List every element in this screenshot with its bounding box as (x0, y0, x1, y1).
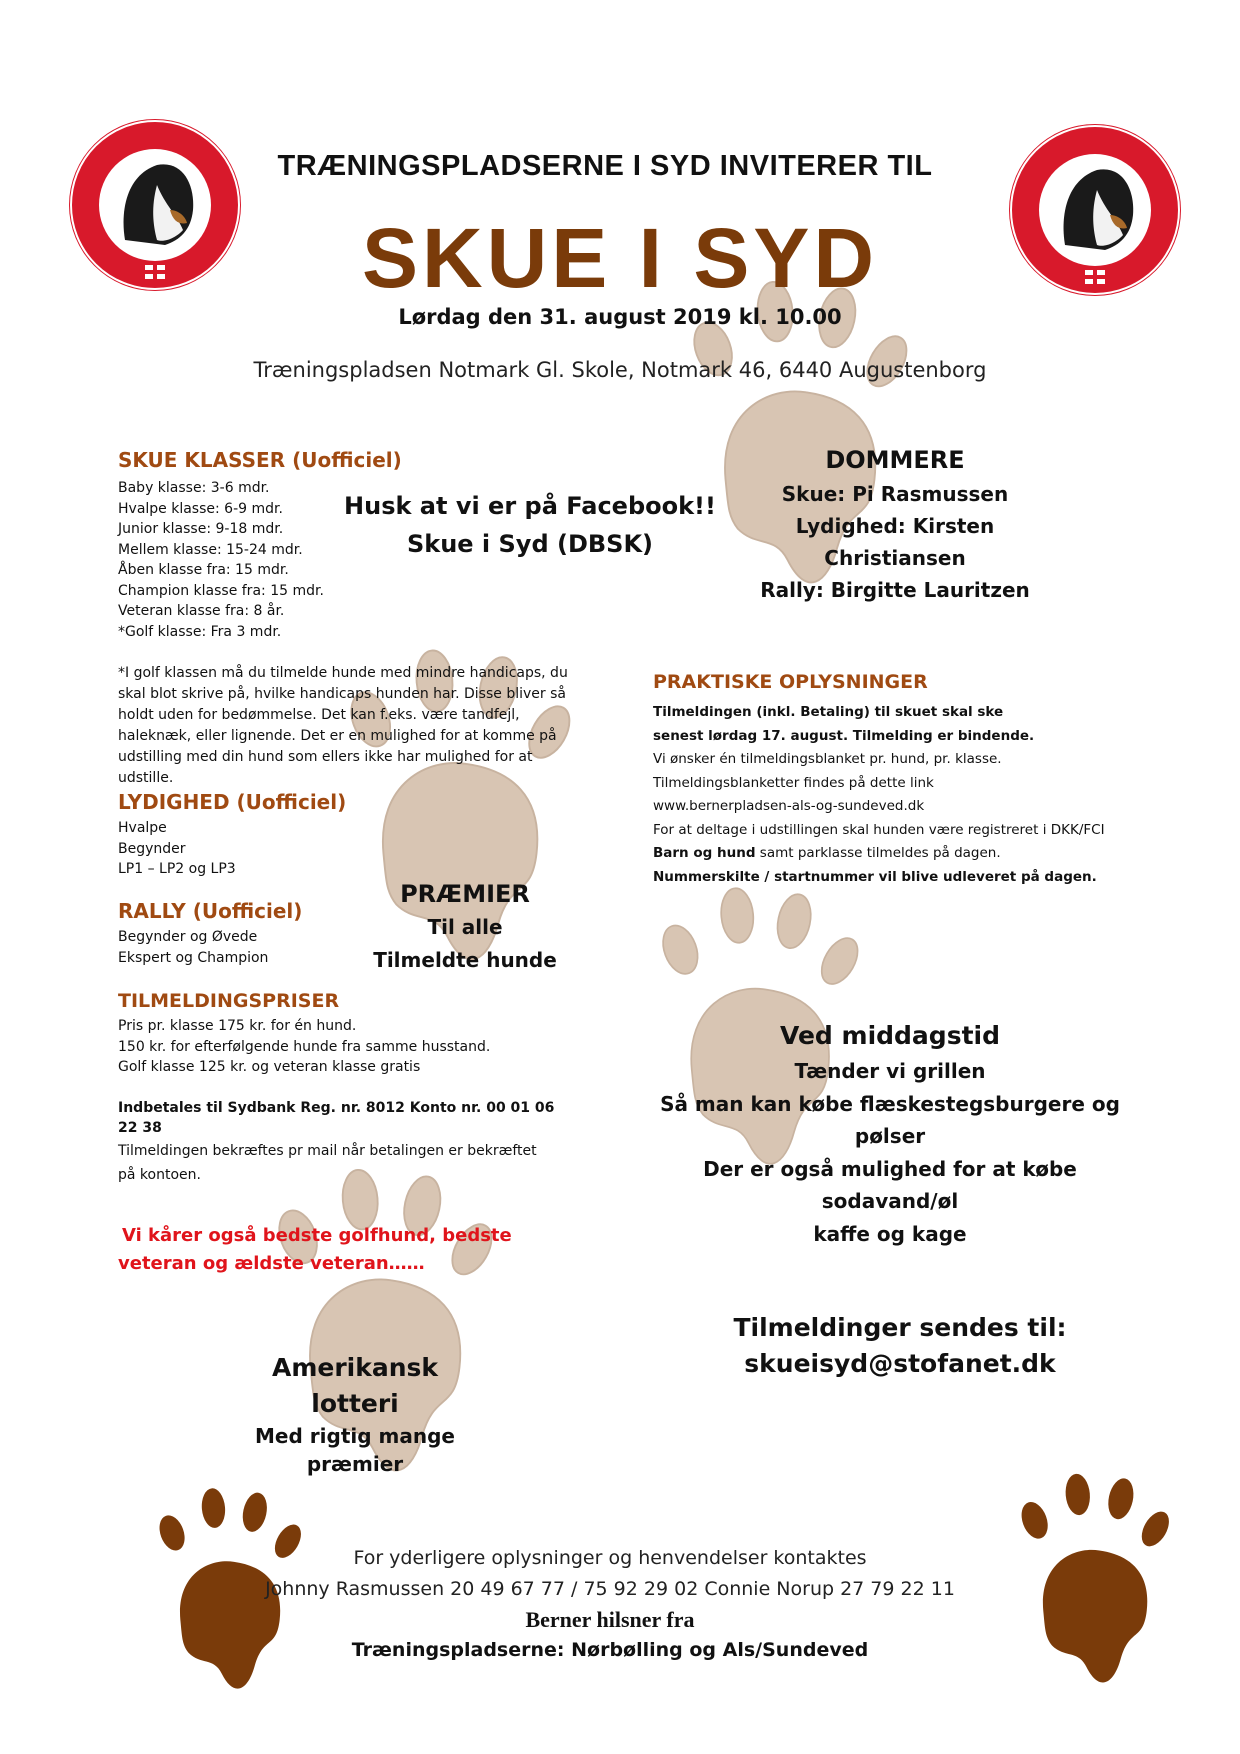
facebook-group-name: Skue i Syd (DBSK) (406, 530, 654, 558)
info-line: Tilmeldingen (inkl. Betaling) til skuet skal ske (653, 704, 1004, 720)
list-item: Champion klasse fra: 15 mdr. (118, 582, 324, 599)
section-heading: TILMELDINGSPRISER (118, 990, 340, 1012)
judge-line: Lydighed: Kirsten Christiansen (795, 514, 995, 570)
list-item: LP1 – LP2 og LP3 (118, 861, 236, 877)
section-heading: Amerikansk lotteri (271, 1353, 439, 1418)
footer (240, 1543, 980, 1665)
info-rest: samt parklasse tilmeldes på dagen. (755, 845, 1001, 861)
price-line: Pris pr. klasse 175 kr. for én hund. (118, 1018, 357, 1034)
veteran-notice: Vi kårer også bedste golfhund, bedste veteran og ældste veteran…… (118, 1225, 512, 1274)
event-date: Lørdag den 31. august 2019 kl. 10.00 (398, 305, 842, 329)
prize-line: Til alle (427, 915, 503, 939)
info-line: Tilmeldingsblanketter findes på dette link (653, 774, 934, 791)
signup-link[interactable]: www.bernerpladsen-als-og-sundeved.dk (653, 798, 925, 814)
lunch-line: sodavand/øl (821, 1189, 959, 1213)
event-location: Træningspladsen Notmark Gl. Skole, Notmark 46, 6440 Augustenborg (253, 358, 987, 382)
judge-line: Skue: Pi Rasmussen (781, 482, 1009, 506)
rally-section (118, 899, 398, 968)
info-line: Vi ønsker én tilmeldingsblanket pr. hund, pr. klasse. (653, 751, 1002, 767)
bank-details: Indbetales til Sydbank Reg. nr. 8012 Konto nr. 00 01 06 22 38 (118, 1099, 555, 1136)
list-item: Mellem klasse: 15-24 mdr. (118, 541, 303, 558)
prize-line: Tilmeldte hunde (373, 948, 557, 972)
lunch-line: Tænder vi grillen (794, 1059, 986, 1083)
list-item: Hvalpe klasse: 6-9 mdr. (118, 500, 283, 517)
section-heading: PRÆMIER (400, 880, 530, 908)
judge-line: Rally: Birgitte Lauritzen (760, 578, 1030, 602)
price-line: Golf klasse 125 kr. og veteran klasse gratis (118, 1059, 421, 1075)
facebook-line: Husk at vi er på Facebook!! (344, 492, 716, 520)
list-item: Junior klasse: 9-18 mdr. (118, 521, 284, 537)
confirmation-note: Tilmeldingen bekræftes pr mail når betalingen er bekræftet på kontoen. (118, 1142, 537, 1183)
footer-contacts: Johnny Rasmussen 20 49 67 77 / 75 92 29 02 Connie Norup 27 79 22 11 (265, 1578, 955, 1600)
info-line (653, 842, 1133, 866)
footer-signature: Træningspladserne: Nørbølling og Als/Sundeved (351, 1639, 869, 1661)
list-item: Baby klasse: 3-6 mdr. (118, 480, 270, 496)
header-subtitle: TRÆNINGSPLADSERNE I SYD INVITERER TIL (277, 150, 933, 182)
list-item: Begynder (118, 840, 186, 857)
info-line: Nummerskilte / startnummer vil blive udleveret på dagen. (653, 868, 1097, 885)
section-heading: RALLY (Uofficiel) (118, 899, 303, 923)
lunch-line: kaffe og kage (813, 1221, 967, 1246)
priser-section (118, 990, 578, 1187)
dommere-section (730, 442, 1060, 606)
footer-line: For yderligere oplysninger og henvendelser kontaktes (353, 1547, 867, 1569)
contact-email[interactable]: skueisyd@stofanet.dk (744, 1349, 1056, 1378)
lotteri-section (225, 1350, 485, 1478)
tilmeldinger-section (720, 1310, 1080, 1382)
list-item: Hvalpe (118, 820, 167, 836)
lottery-line: præmier (306, 1452, 404, 1476)
list-item: Ekspert og Champion (118, 949, 269, 966)
info-line: For at deltage i udstillingen skal hunden være registreret i DKK/FCI (653, 821, 1105, 838)
section-heading: Ved middagstid (779, 1021, 1000, 1050)
section-heading: PRAKTISKE OPLYSNINGER (653, 671, 928, 693)
facebook-notice (340, 487, 720, 563)
list-item: Åben klasse fra: 15 mdr. (118, 562, 289, 578)
price-line: 150 kr. for efterfølgende hunde fra samme husstand. (118, 1038, 491, 1055)
golf-note: *I golf klassen må du tilmelde hunde med mindre handicaps, du skal blot skrive på, hvilke handicaps hunden har. Disse bliver så holdt uden for bedømmelse. Det kan f.eks. være tandfejl, haleknæk, eller lignende. Det er en mulighed for at komme på udstilling med din hund som ellers ikke har mulighed for at udstille. (118, 665, 568, 786)
section-heading: SKUE KLASSER (Uofficiel) (118, 448, 402, 472)
section-heading: LYDIGHED (Uofficiel) (118, 790, 347, 814)
list-item: Begynder og Øvede (118, 929, 258, 945)
list-item: Veteran klasse fra: 8 år. (118, 603, 285, 619)
info-line: senest lørdag 17. august. Tilmelding er bindende. (653, 727, 1035, 744)
section-heading: DOMMERE (825, 446, 965, 474)
info-bold: Barn og hund (653, 845, 756, 861)
middag-section (650, 1017, 1130, 1250)
praktiske-section (653, 671, 1133, 889)
lunch-line: Så man kan købe flæskestegsburgere og pølser (660, 1091, 1120, 1148)
list-item: *Golf klasse: Fra 3 mdr. (118, 623, 282, 640)
lunch-line: Der er også mulighed for at købe (703, 1156, 1077, 1181)
contact-heading: Tilmeldinger sendes til: (733, 1313, 1067, 1342)
page-title: SKUE I SYD (361, 211, 879, 305)
lydighed-section (118, 790, 418, 880)
paw-print-icon (980, 1460, 1210, 1710)
footer-greeting: Berner hilsner fra (525, 1607, 695, 1632)
lottery-line: Med rigtig mange (255, 1424, 455, 1448)
